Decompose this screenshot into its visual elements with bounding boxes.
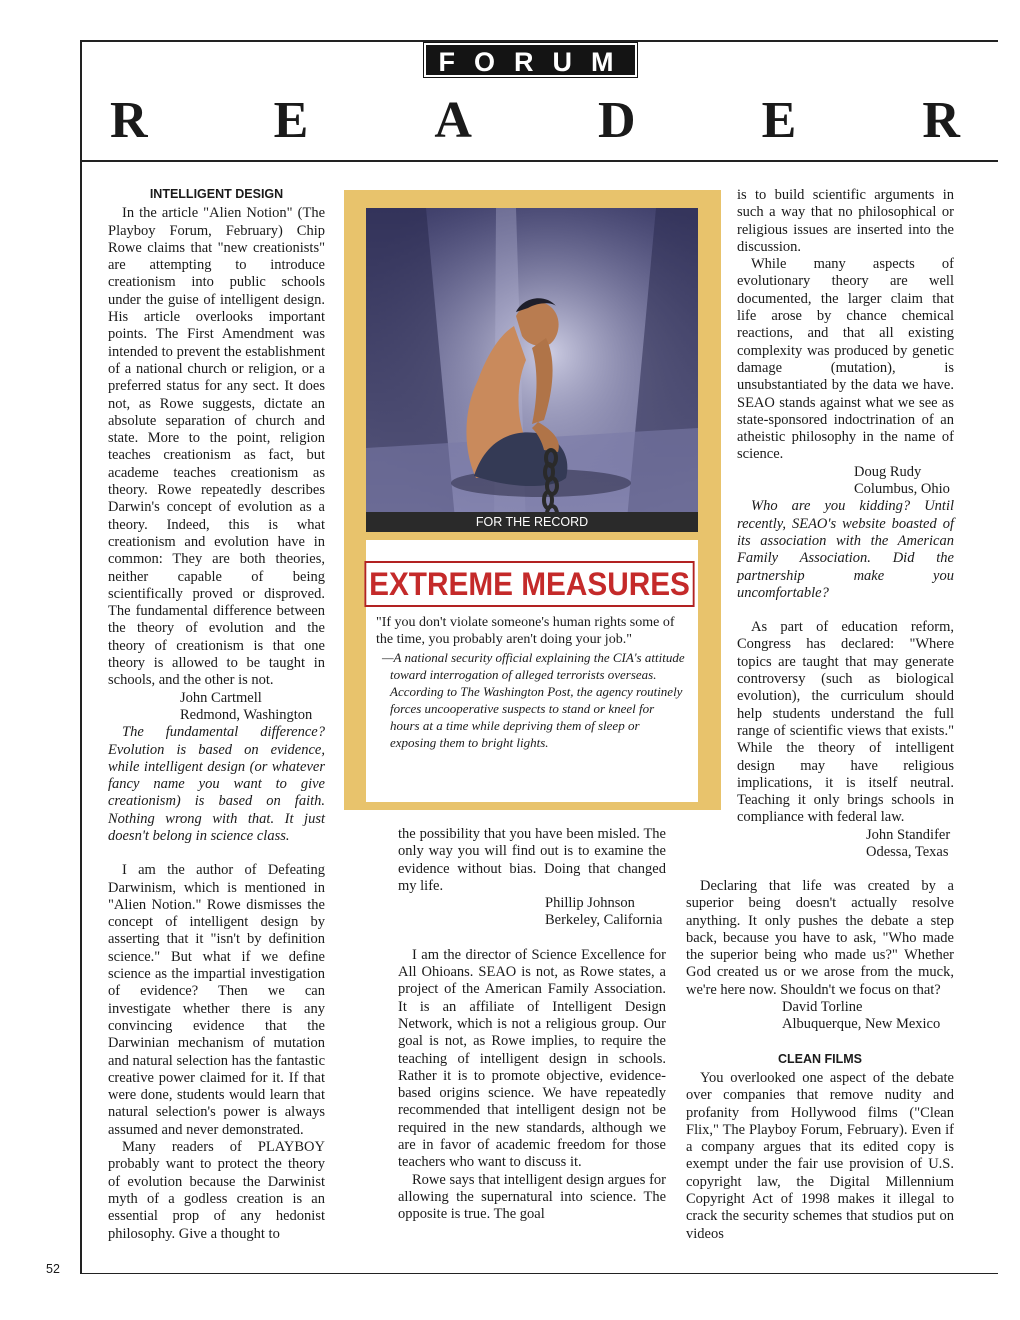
signature-name: Phillip Johnson — [545, 895, 635, 912]
bottom-rule — [80, 1273, 998, 1274]
section-heading: CLEAN FILMS — [777, 1051, 863, 1066]
feature-caption: —A national security official explaining the CIA's attitude toward interrogation of alleged terrorists overseas. According to The Washington Post, the agency routinely forces uncooperative suspects to stand or kneel for hours at a time while depriving them of sleep or exposing them to bright lights. — [382, 649, 685, 750]
letter-text: I am the author of Defeating Darwinism, which is mentioned in "Alien Notion." Rowe dismisses the concept of intelligent design by asserting that it "isn't by definition science." But what if we define science as the impartial investigation of evidence? Then we can investigate whether there is any convincing evidence that the Darwinian mechanism of mutation and natural selection has the fantastic creative power claimed for it. If that were done, students would learn that natural selection's power is always assumed and never demonstrated. — [108, 862, 326, 1138]
signature-place: Redmond, Washington — [180, 706, 313, 723]
signature-place: Odessa, Texas — [866, 843, 949, 860]
column-2 — [398, 826, 666, 1224]
left-rule — [80, 40, 82, 1274]
column-3 — [737, 187, 954, 861]
letter-text: Many readers of PLAYBOY probably want to protect the theory of evolution because the Darwinist myth of a godless creation is an essential prop of any hedonist philosophy. Give a thought to — [108, 1139, 325, 1242]
signature-place: Columbus, Ohio — [854, 481, 950, 498]
title-letter: R — [110, 92, 148, 149]
title-letter: E — [761, 92, 797, 149]
letter-text: the possibility that you have been misled. The only way you will find out is to examine the evidence without bias. Doing that changed my life. — [398, 826, 666, 894]
shackled-figure-illustration — [366, 208, 698, 530]
column-3-lower — [686, 878, 954, 1243]
section-label: FORUM — [424, 43, 637, 77]
section-heading: INTELLIGENT DESIGN — [149, 187, 284, 201]
signature-place: Albuquerque, New Mexico — [782, 1016, 941, 1033]
letter-text: is to build scientific arguments in such a way that no philosophical or religious issues are inserted into the discussion. — [737, 187, 954, 255]
page-number: 52 — [46, 1262, 60, 1276]
letter-text: You overlooked one aspect of the debate over companies that remove nudity and profanity from Hollywood films ("Clean Flix," The Playboy Forum, February). Even if a company argues that its edited copy is exempt under the fair use provision of U.S. copyright law, the Digital Millennium Copyright Act of 1998 makes it illegal to crack the security schemes that studios put on videos — [686, 1069, 954, 1242]
feature-quote-block — [376, 614, 686, 751]
title-letter: A — [434, 92, 472, 149]
feature-tag: FOR THE RECORD — [366, 512, 698, 532]
letter-text: Rowe says that intelligent design argues for allowing the supernatural into science. The opposite is true. The goal — [398, 1171, 666, 1223]
feature-title: EXTREME MEASURES — [364, 561, 694, 607]
letter-text: While many aspects of evolutionary theory are well documented, the larger claim that life arose by chance chemical reactions, and that all existing complexity was produced by genetic damage (mutation), is unsubstantiated by the data we have. SEAO stands against what we see as state-sponsored indoctrination of an atheistic philosophy in the name of science. — [737, 256, 954, 463]
title-letter: E — [273, 92, 309, 149]
page-title — [110, 88, 960, 154]
signature-name: David Torline — [782, 999, 863, 1016]
title-letter: D — [598, 92, 636, 149]
illustration-image — [366, 208, 698, 530]
title-letter: R — [922, 92, 960, 149]
signature-name: John Standifer — [866, 826, 951, 843]
letter-text: I am the director of Science Excellence for All Ohioans. SEAO is not, as Rowe states, a project of the American Family Association. It is an affiliate of Intelligent Design Network, which is not a religious group. Our goal is not, as Rowe implies, to require the teaching of intelligent design in schools. Rather it is to promote objective, evidence-based origins science. We have repeatedly recommended that intelligent design not be required in the new standards, although we are in favor of academic freedom for those teachers who want to discuss it. — [398, 946, 666, 1171]
signature-place: Berkeley, California — [545, 912, 663, 929]
letter-text: Declaring that life was created by a superior being doesn't actually resolve anything. It only pushes the debate a step back, because you have to ask, "Who made the superior being who made us?" Whether God created us or we arose from the muck, we're here now. Shouldn't we focus on that? — [686, 878, 954, 998]
editor-reply: The fundamental difference? Evolution is based on evidence, while intelligent design (or whatever fancy name you want to give creationism) is based on faith. Nothing wrong with that. It just doesn't belong in science class. — [108, 724, 325, 844]
feature-quote: "If you don't violate someone's human rights some of the time, you probably aren't doing your job." — [376, 615, 675, 648]
signature-name: Doug Rudy — [854, 463, 922, 480]
column-1 — [108, 186, 325, 1243]
signature-name: John Cartmell — [180, 689, 262, 706]
letter-text: As part of education reform, Congress has declared: "Where topics are taught that may generate controversy (such as biological evolution), the curriculum should help students understand the full range of scientific views that exists." While the theory of intelligent design may have religious implications, it is itself neutral. Teaching it only brings schools in compliance with federal law. — [737, 619, 954, 826]
header-rule — [80, 160, 998, 162]
editor-reply: Who are you kidding? Until recently, SEAO's website boasted of its association with the American Family Association. Did the partnership make you uncomfortable? — [737, 498, 954, 601]
top-rule — [80, 40, 998, 42]
letter-text: In the article "Alien Notion" (The Playboy Forum, February) Chip Rowe claims that "new creationists" are attempting to introduce creationism into public schools under the guise of intelligent design. His article overlooks important points. The First Amendment was intended to prevent the establishment of a national church or religion, or a preferred status for any sect. It does not, as Rowe suggests, dictate an absolute separation of church and state. More to the point, religion teaches creationism as fact, but academe teaches creationism as theory. Rowe repeatedly describes Darwin's concept of evolution as a theory. Indeed, this is what creationism and evolution have in common: They are both theories, neither capable of being scientifically proved or disproved. The fundamental difference between the theory of evolution and the theory of creationism is that one theory is allowed to be taught in schools, and the other is not. — [108, 205, 325, 689]
